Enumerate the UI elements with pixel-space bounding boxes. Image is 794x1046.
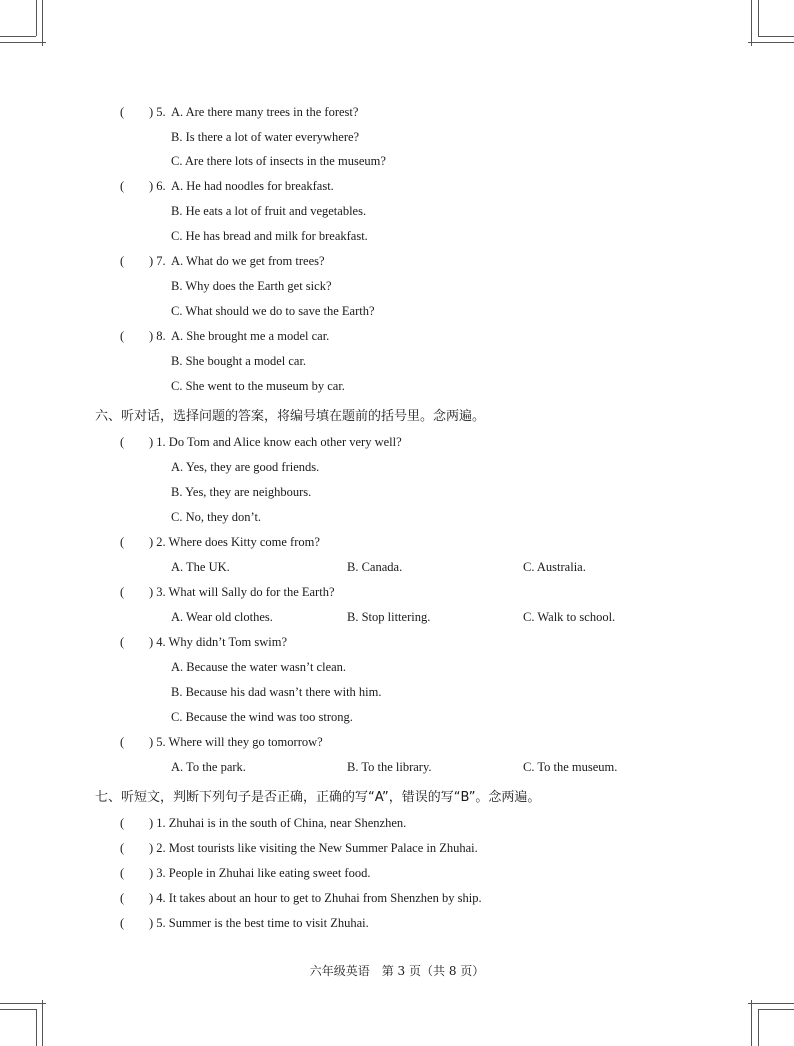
answer-paren[interactable]: ( (120, 105, 125, 119)
answer-paren[interactable]: ( (120, 916, 125, 930)
option-c: C. To the museum. (523, 760, 618, 774)
option-c: C. Because the wind was too strong. (171, 710, 353, 724)
crop-mark (758, 1009, 794, 1010)
option-a: A. Are there many trees in the forest? (171, 105, 359, 119)
crop-mark (751, 1000, 752, 1046)
answer-paren[interactable]: ( (120, 635, 125, 649)
option-b: B. Because his dad wasn’t there with him. (171, 685, 382, 699)
section-heading-6: 六、听对话，选择问题的答案，将编号填在题前的括号里。念两遍。 (95, 409, 486, 424)
question-number: ) 6. (149, 179, 166, 193)
statement: ) 2. Most tourists like visiting the New Summer Palace in Zhuhai. (149, 841, 478, 855)
statement: ) 1. Zhuhai is in the south of China, near Shenzhen. (149, 816, 407, 830)
section-heading-7: 七、听短文，判断下列句子是否正确，正确的写“A”，错误的写“B”。念两遍。 (95, 790, 541, 805)
crop-mark (0, 42, 46, 43)
answer-paren[interactable]: ( (120, 891, 125, 905)
answer-paren[interactable]: ( (120, 841, 125, 855)
question-text: ) 5. Where will they go tomorrow? (149, 735, 323, 749)
question-text: ) 1. Do Tom and Alice know each other very well? (149, 435, 402, 449)
crop-mark (748, 1003, 794, 1004)
answer-paren[interactable]: ( (120, 585, 125, 599)
page-footer: 六年级英语 第 3 页（共 8 页） (309, 964, 485, 978)
option-a: A. Wear old clothes. (171, 610, 273, 624)
question-number: ) 5. (149, 105, 166, 119)
option-b: B. Canada. (347, 560, 403, 574)
crop-mark (0, 1009, 36, 1010)
option-b: B. She bought a model car. (171, 354, 307, 368)
crop-mark (748, 42, 794, 43)
option-b: B. He eats a lot of fruit and vegetables. (171, 204, 367, 218)
crop-mark (758, 0, 759, 36)
answer-paren[interactable]: ( (120, 816, 125, 830)
option-c: C. No, they don’t. (171, 510, 262, 524)
option-c: C. She went to the museum by car. (171, 379, 345, 393)
option-a: A. Yes, they are good friends. (171, 460, 320, 474)
answer-paren[interactable]: ( (120, 535, 125, 549)
crop-mark (751, 0, 752, 46)
option-b: B. Stop littering. (347, 610, 431, 624)
option-c: C. Walk to school. (523, 610, 616, 624)
option-c: C. Are there lots of insects in the museum? (171, 154, 386, 168)
crop-mark (36, 0, 37, 36)
answer-paren[interactable]: ( (120, 866, 125, 880)
answer-paren[interactable]: ( (120, 254, 125, 268)
statement: ) 4. It takes about an hour to get to Zhuhai from Shenzhen by ship. (149, 891, 482, 905)
question-text: ) 3. What will Sally do for the Earth? (149, 585, 335, 599)
crop-mark (758, 36, 794, 37)
option-a: A. The UK. (171, 560, 230, 574)
question-text: ) 4. Why didn’t Tom swim? (149, 635, 288, 649)
crop-mark (42, 0, 43, 46)
option-a: A. Because the water wasn’t clean. (171, 660, 347, 674)
question-text: ) 2. Where does Kitty come from? (149, 535, 320, 549)
crop-mark (42, 1000, 43, 1046)
answer-paren[interactable]: ( (120, 329, 125, 343)
statement: ) 5. Summer is the best time to visit Zhuhai. (149, 916, 369, 930)
option-a: A. She brought me a model car. (171, 329, 330, 343)
crop-mark (0, 1003, 46, 1004)
option-b: B. Is there a lot of water everywhere? (171, 130, 360, 144)
option-c: C. What should we do to save the Earth? (171, 304, 375, 318)
option-b: B. Why does the Earth get sick? (171, 279, 332, 293)
option-b: B. To the library. (347, 760, 432, 774)
option-b: B. Yes, they are neighbours. (171, 485, 312, 499)
statement: ) 3. People in Zhuhai like eating sweet food. (149, 866, 371, 880)
crop-mark (758, 1009, 759, 1046)
option-c: C. Australia. (523, 560, 586, 574)
option-a: A. He had noodles for breakfast. (171, 179, 334, 193)
option-c: C. He has bread and milk for breakfast. (171, 229, 368, 243)
answer-paren[interactable]: ( (120, 735, 125, 749)
question-number: ) 7. (149, 254, 166, 268)
answer-paren[interactable]: ( (120, 179, 125, 193)
question-number: ) 8. (149, 329, 166, 343)
answer-paren[interactable]: ( (120, 435, 125, 449)
option-a: A. What do we get from trees? (171, 254, 325, 268)
option-a: A. To the park. (171, 760, 246, 774)
crop-mark (36, 1009, 37, 1046)
crop-mark (0, 36, 36, 37)
